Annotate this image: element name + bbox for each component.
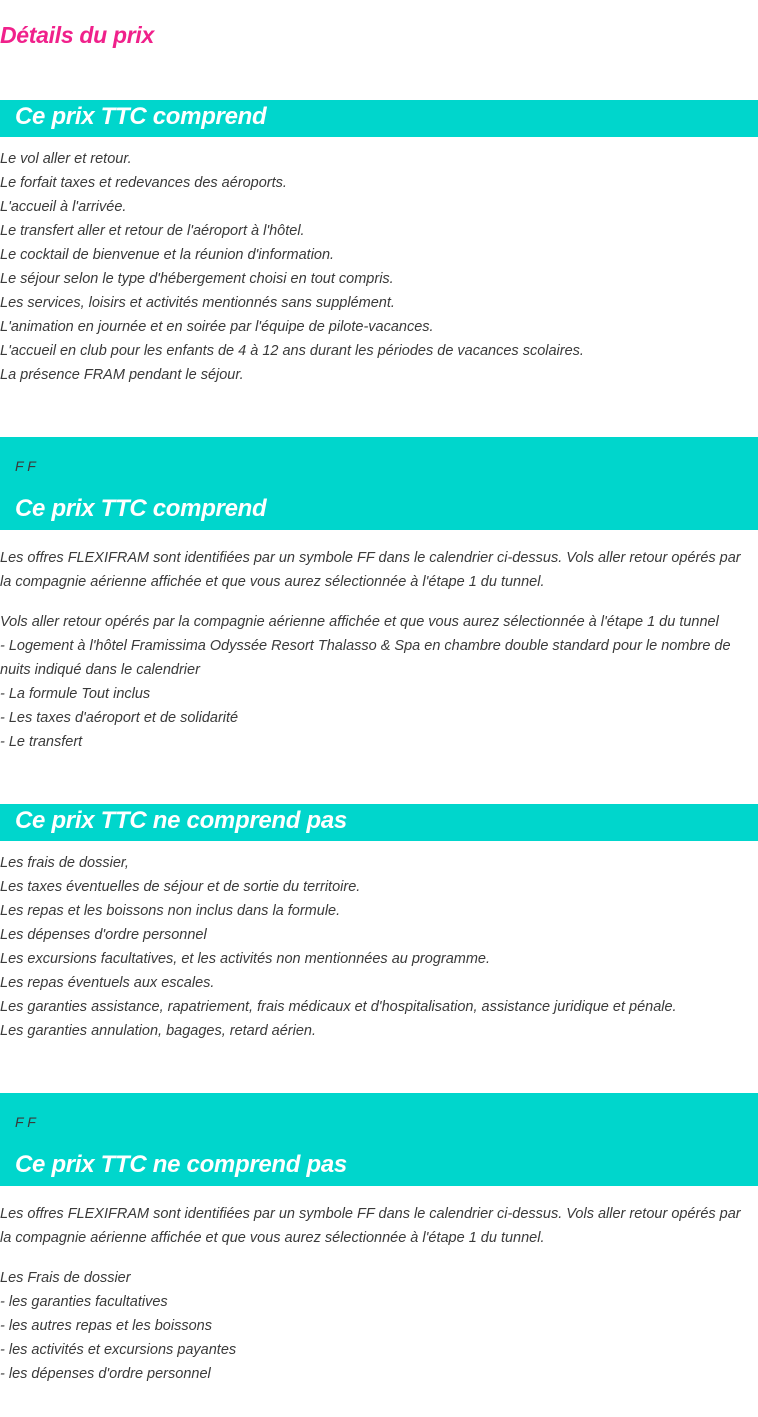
section-header-flexifram-excludes [0, 1093, 758, 1186]
section-header-excludes [0, 804, 758, 841]
flexifram-detail-flights: Vols aller retour opérés par la compagnie aérienne affichée et que vous aurez sélectionnée à l'étape 1 du tunnel [0, 614, 719, 630]
list-item: Les Frais de dossier [0, 1270, 131, 1286]
page-title: Détails du prix [0, 22, 154, 48]
list-item: Le cocktail de bienvenue et la réunion d'information. [0, 247, 335, 263]
list-item: - Le transfert [0, 734, 83, 750]
flexifram-includes-list [0, 682, 758, 754]
list-item: Les repas éventuels aux escales. [0, 975, 215, 991]
list-item: Les excursions facultatives, et les activités non mentionnées au programme. [0, 951, 491, 967]
list-item: Le forfait taxes et redevances des aéroports. [0, 175, 287, 191]
list-item: - les dépenses d'ordre personnel [0, 1366, 211, 1382]
list-item: - les activités et excursions payantes [0, 1342, 237, 1358]
list-item: L'accueil à l'arrivée. [0, 199, 127, 215]
list-item: Les garanties assistance, rapatriement, frais médicaux et d'hospitalisation, assistance juridique et pénale. [0, 999, 677, 1015]
list-item: Les dépenses d'ordre personnel [0, 927, 207, 943]
list-item: La présence FRAM pendant le séjour. [0, 367, 244, 383]
list-item: - La formule Tout inclus [0, 686, 151, 702]
list-item: Le transfert aller et retour de l'aéroport à l'hôtel. [0, 223, 305, 239]
list-item: Le séjour selon le type d'hébergement choisi en tout compris. [0, 271, 394, 287]
section-heading: Ce prix TTC comprend [15, 495, 267, 522]
excludes-list [0, 851, 758, 1043]
list-item: Les taxes éventuelles de séjour et de sortie du territoire. [0, 879, 361, 895]
list-item: - Les taxes d'aéroport et de solidarité [0, 710, 239, 726]
flexifram-tag: F F [15, 458, 36, 474]
flexifram-excludes-list [0, 1266, 758, 1386]
list-item: Le vol aller et retour. [0, 151, 132, 167]
list-item: - les autres repas et les boissons [0, 1318, 212, 1334]
list-item: - les garanties facultatives [0, 1294, 168, 1310]
list-item: L'accueil en club pour les enfants de 4 à 12 ans durant les périodes de vacances scolaires. [0, 343, 584, 359]
list-item: Les services, loisirs et activités mentionnés sans supplément. [0, 295, 395, 311]
list-item: Les repas et les boissons non inclus dans la formule. [0, 903, 341, 919]
flexifram-intro: Les offres FLEXIFRAM sont identifiées par un symbole FF dans le calendrier ci-dessus. Vols aller retour opérés par la compagnie aérienne affichée et que vous aurez sélectionnée à l'étape 1 du tunnel. [0, 550, 741, 590]
section-heading: Ce prix TTC ne comprend pas [15, 1151, 347, 1178]
flexifram-detail-hotel: - Logement à l'hôtel Framissima Odyssée Resort Thalasso & Spa en chambre double standard pour le nombre de nuits indiqué dans le calendrier [0, 638, 731, 678]
section-header-includes [0, 100, 758, 137]
flexifram-intro: Les offres FLEXIFRAM sont identifiées par un symbole FF dans le calendrier ci-dessus. Vols aller retour opérés par la compagnie aérienne affichée et que vous aurez sélectionnée à l'étape 1 du tunnel. [0, 1206, 741, 1246]
list-item: Les frais de dossier, [0, 855, 129, 871]
list-item: L'animation en journée et en soirée par l'équipe de pilote-vacances. [0, 319, 434, 335]
section-heading: Ce prix TTC ne comprend pas [15, 807, 347, 834]
section-heading: Ce prix TTC comprend [15, 103, 267, 130]
list-item: Les garanties annulation, bagages, retard aérien. [0, 1023, 316, 1039]
flexifram-tag: F F [15, 1114, 36, 1130]
includes-list [0, 147, 758, 387]
section-header-flexifram-includes [0, 437, 758, 530]
